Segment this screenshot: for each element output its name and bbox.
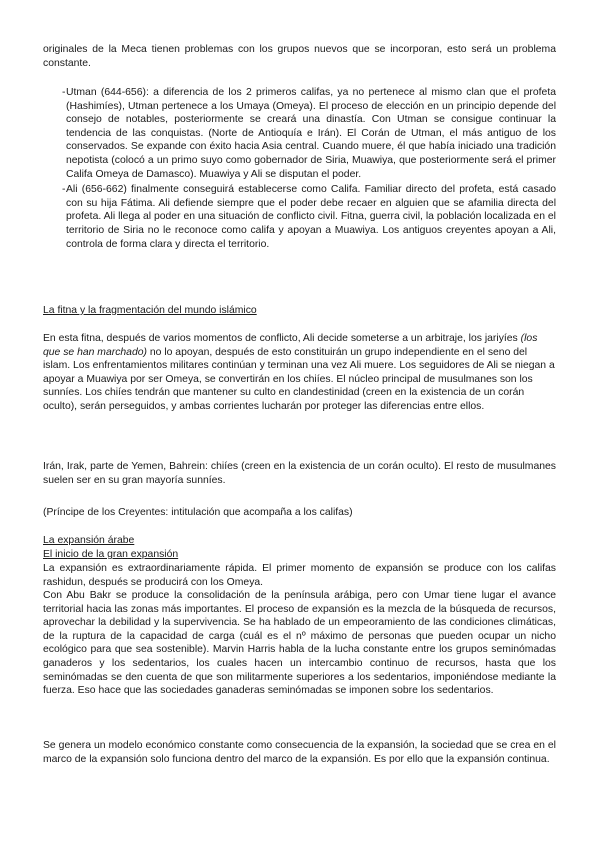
list-item bbox=[43, 183, 556, 251]
expansion-paragraph-2: Con Abu Bakr se produce la consolidación de la península arábiga, pero con Umar tiene lugar el avance territorial hacia las zonas más importantes. El proceso de expansión es la mezcla de la búsqueda de recursos, aprovechar la debilidad y la supervivencia. Se ha hablado de un empeoramiento de las condiciones climáticas, de la ruptura de la capacidad de carga (cuál es el nº máximo de personas que pueden ocupar un nicho ecológico para que sea sostenible). Marvin Harris habla de la lucha constante entre los grupos seminómadas ganaderos y los sedentarios, los cuales hacen un intercambio continuo de recursos, hasta que los seminómadas se den cuenta de que son militarmente superiores a los sedentarios, imponiéndose mediante la fuerza. Eso hace que las sociedades ganaderas seminómadas se imponen sobre los sedentarios. bbox=[43, 590, 556, 697]
expansion-paragraph-3: Se genera un modelo económico constante como consecuencia de la expansión, la sociedad que se crea en el marco de la expansión solo funciona dentro del marco de la expansión. Es por ello que la expansión continua. bbox=[43, 740, 556, 765]
section-heading-expansion: La expansión árabe bbox=[43, 535, 135, 546]
bullet-text-ali: Ali (656-662) finalmente conseguirá establecerse como Califa. Familiar directo del profeta, está casado con su hija Fátima. Ali defiende siempre que el poder debe recaer en alguien que se afamilia directa del profeta. Ali llega al poder en una situación de conflicto civil. Fitna, guerra civil, la población localizada en el territorio de Siria no le reconoce como califa y apoyan a Muawiya. Los antiguos creyentes apoyan a Ali, controla de forma clara y directa el territorio. bbox=[66, 184, 556, 250]
fitna-paragraph-italic: (los que se han marchado) bbox=[43, 333, 538, 358]
intro-paragraph: originales de la Meca tienen problemas con los grupos nuevos que se incorporan, esto será un problema constante. bbox=[43, 44, 556, 69]
fitna-paragraph bbox=[43, 332, 556, 414]
note-paragraph: (Príncipe de los Creyentes: intitulación que acompaña a los califas) bbox=[43, 507, 353, 518]
fitna-paragraph-start: En esta fitna, después de varios momentos de conflicto, Ali decide someterse a un arbitraje, los jariyíes bbox=[43, 333, 521, 344]
list-item bbox=[43, 86, 556, 181]
regions-paragraph: Irán, Irak, parte de Yemen, Bahrein: chiíes (creen en la existencia de un corán oculto). El resto de musulmanes suelen ser en su gran mayoría sunníes. bbox=[43, 461, 556, 486]
bullet-text-utman: Utman (644-656): a diferencia de los 2 primeros califas, ya no pertenece al mismo clan que el profeta (Hashimíes), Utman pertenece a los Umaya (Omeya). El proceso de elección en un principio depende del consejo de notables, posteriormente se creará una dinastía. Con Utman se consigue continuar la tendencia de las conquistas. (Norte de Antioquía e Irán). El Corán de Utman, el más antiguo de los conservados. Se expande con éxito hacia Asia central. Cuando muere, él que había iniciado una tradición nepotista (colocó a un primo suyo como gobernador de Siria, Muawiya, que posteriormente será el primer Califa Omeya de Damasco). Muawiya y Ali se disputan el poder. bbox=[66, 87, 556, 180]
bullet-dash: - bbox=[62, 87, 66, 98]
caliphs-bullet-list bbox=[43, 86, 556, 253]
section-heading-fitna: La fitna y la fragmentación del mundo islámico bbox=[43, 305, 257, 316]
bullet-dash: - bbox=[62, 184, 66, 196]
fitna-paragraph-end: no lo apoyan, después de esto constituirán un grupo independiente en el seno del islam. Los enfrentamientos militares continúan y terminan una vez Ali muere. Los seguidores de Ali se niegan a apoyar a Muawiya por ser Omeya, se convertirán en los chiíes. El núcleo principal de musulmanes son los sunníes. Los chiíes tendrán que mantener su culto en clandestinidad (creen en la existencia de un corán oculto), serán perseguidos, y ambas corrientes lucharán por proteger las diferencias entre ellos. bbox=[43, 346, 555, 412]
subheading-gran-expansion: El inicio de la gran expansión bbox=[43, 549, 179, 560]
expansion-paragraph-1: La expansión es extraordinariamente rápida. El primer momento de expansión se produce con los califas rashidun, después se producirá con los Omeya. bbox=[43, 563, 556, 588]
